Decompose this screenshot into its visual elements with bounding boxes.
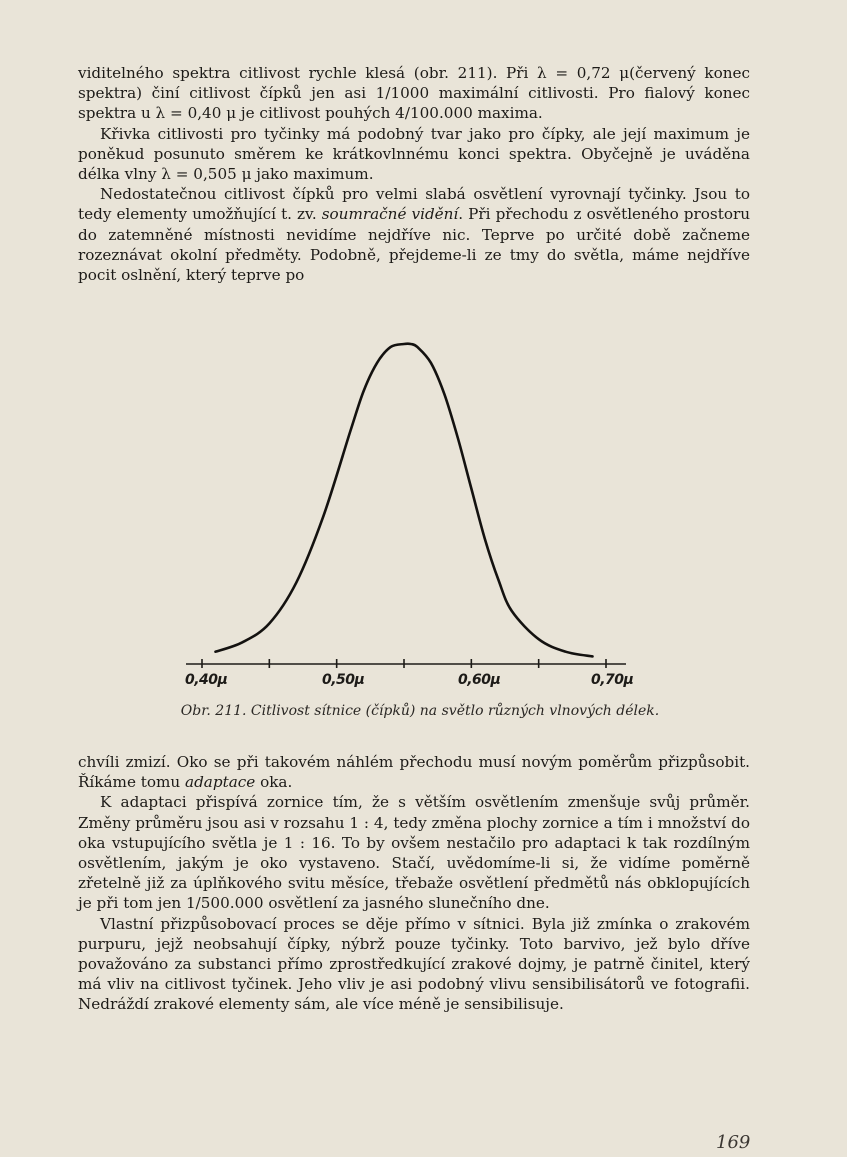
paragraph-adaptation [78, 752, 750, 792]
bottom-text-block [78, 752, 750, 1015]
page-number: 169 [716, 1132, 751, 1153]
text-run: . Při přechodu z osvětleného prostoru do zatemněné místnosti nevidíme nejdříve nic. Teprve po určité době začneme rozeznávat okolní předměty. Podobně, přejdeme-li ze tmy do světla, máme nejdříve pocit oslnění, který teprve po [78, 205, 751, 285]
text-run: Nedostatečnou citlivost čípků pro velmi slabá osvětlení vyrovnají tyčinky. Jsou to tedy elementy umožňující t. zv. [78, 185, 750, 224]
figure-caption: Obr. 211. Citlivost sítnice (čípků) na světlo různých vlnových délek. [180, 703, 660, 719]
top-text-block [78, 63, 750, 285]
paragraph-spectrum-sensitivity: viditelného spektra citlivost rychle klesá (obr. 211). Při λ = 0,72 μ(červený konec spektra) činí citlivost čípků jen asi 1/1000 maximální citlivosti. Pro fialový konec spektra u λ = 0,40 μ je citlivost pouhých 4/100.000 maxima. [78, 64, 750, 123]
text-run: oka. [255, 773, 293, 792]
term-twilight-vision: soumračné vidění [321, 205, 459, 224]
figure-211 [140, 330, 700, 720]
tick-label-040: 0,40μ [185, 672, 228, 688]
paragraph-pupil: K adaptaci přispívá zornice tím, že s větším osvětlením zmenšuje svůj průměr. Změny průměru jsou asi v rozsahu 1 : 4, tedy změna plochy zornice a tím i množství do oka vstupujícího světla je 1 : 16. To by ovšem nestačilo pro adaptaci k tak rozdílným osvětlením, jakým je oko vystaveno. Stačí, uvědomíme-li si, že vidíme poměrně zřetelně již za úplňkového svitu měsíce, třebaže osvětlení předmětů nás obklopujících je při tom jen 1/500.000 osvětlení za jasného slunečního dne. [78, 793, 750, 913]
paragraph-rods-twilight [78, 184, 750, 285]
cone-sensitivity-curve [216, 344, 593, 657]
tick-label-050: 0,50μ [322, 672, 365, 688]
text-run: chvíli zmizí. Oko se při takovém náhlém přechodu musí novým poměrům přizpůsobit. Říkáme tomu [78, 753, 750, 792]
sensitivity-chart [140, 330, 700, 720]
tick-label-060: 0,60μ [458, 672, 501, 688]
paragraph-visual-purple: Vlastní přizpůsobovací proces se děje přímo v sítnici. Byla již zmínka o zrakovém purpuru, jejž neobsahují čípky, nýbrž pouze tyčinky. Toto barvivo, jež bylo dříve považováno za substanci přímo zprostředkující zrakové dojmy, je patrně činitel, který má vliv na citlivost tyčinek. Jeho vliv je asi podobný vlivu sensibilisátorů ve fotografii. Nedráždí zrakové elementy sám, ale více méně je sensibilisuje. [78, 914, 750, 1014]
paragraph-rod-curve: Křivka citlivosti pro tyčinky má podobný tvar jako pro čípky, ale její maximum je poněkud posunuto směrem ke krátkovlnnému konci spektra. Obyčejně je uváděna délka vlny λ = 0,505 μ jako maximum. [78, 124, 750, 184]
tick-label-070: 0,70μ [591, 672, 634, 688]
term-adaptation: adaptace [185, 773, 256, 792]
